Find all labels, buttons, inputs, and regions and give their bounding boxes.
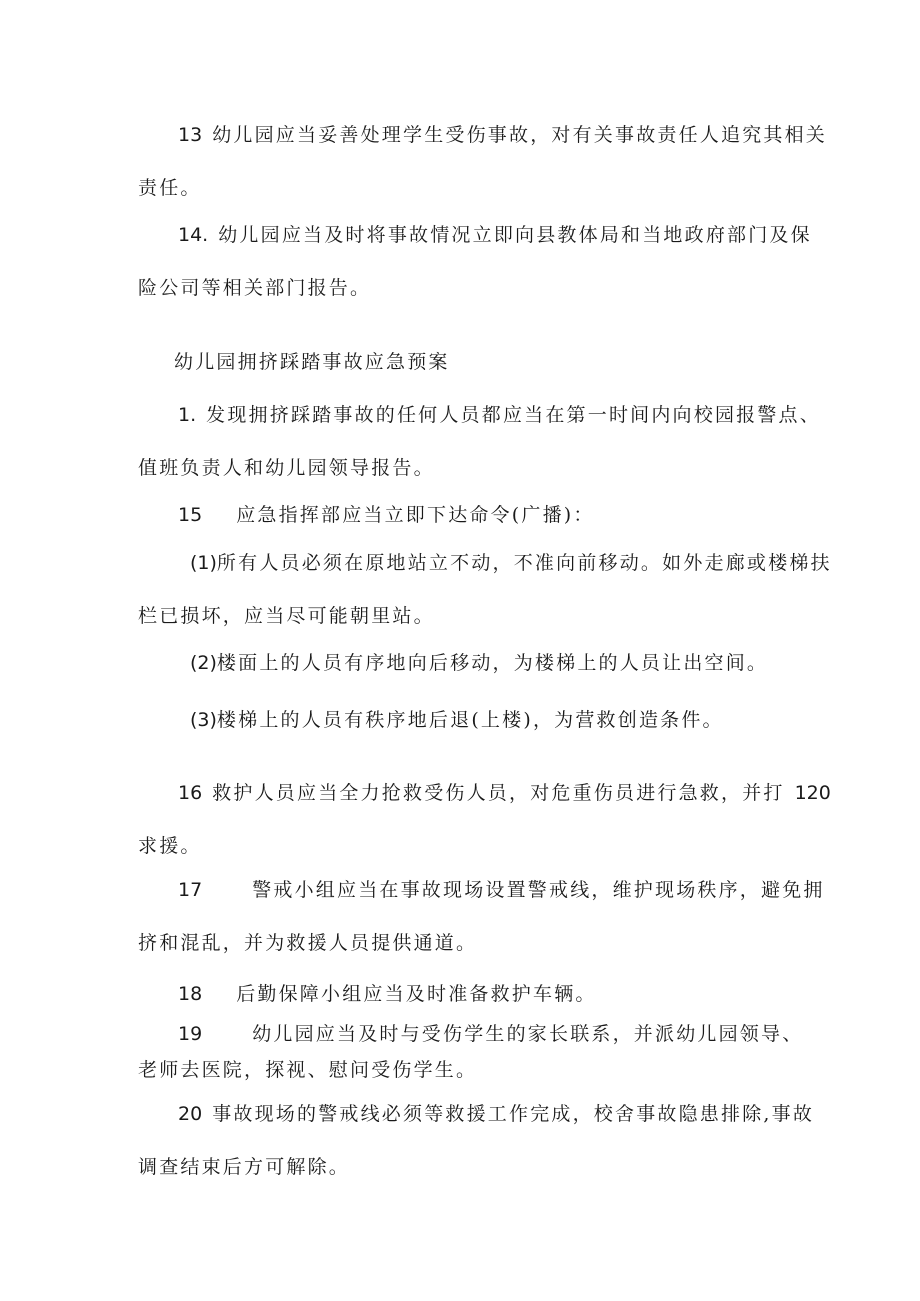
paragraph-15 bbox=[138, 489, 798, 542]
item-number: 17 bbox=[178, 879, 203, 901]
paragraph-line bbox=[138, 389, 821, 442]
sub-item-number: (1) bbox=[190, 552, 217, 574]
paragraph-line bbox=[138, 694, 798, 747]
paragraph-text: 后勤保障小组应当及时准备救护车辆。 bbox=[236, 983, 597, 1005]
paragraph-line bbox=[138, 917, 798, 970]
item-number: 15 bbox=[178, 504, 203, 526]
paragraph-20 bbox=[138, 1088, 815, 1194]
paragraph-text: 挤和混乱，并为救援人员提供通道。 bbox=[138, 932, 478, 954]
paragraph-text: 幼儿园应当及时将事故情况立即向县教体局和当地政府部门及保 bbox=[218, 224, 812, 246]
paragraph-line bbox=[138, 209, 812, 262]
paragraph-line bbox=[138, 109, 827, 162]
paragraph-line bbox=[138, 637, 798, 690]
paragraph-text: 值班负责人和幼儿园领导报告。 bbox=[138, 457, 435, 479]
paragraph-line bbox=[138, 767, 831, 820]
item-number: 19 bbox=[178, 1023, 203, 1045]
paragraph-text: 责任。 bbox=[138, 177, 202, 199]
paragraph-text: 事故现场的警戒线必须等救援工作完成，校舍事故隐患排除,事故 bbox=[212, 1103, 815, 1125]
paragraph-15-3 bbox=[138, 694, 798, 747]
paragraph-16 bbox=[138, 767, 831, 873]
paragraph-line bbox=[138, 864, 825, 917]
paragraph-text: 救护人员应当全力抢救受伤人员，对危重伤员进行急救，并打 bbox=[212, 782, 785, 804]
item-number: 18 bbox=[178, 983, 203, 1005]
item-number: 1. bbox=[178, 404, 197, 426]
paragraph-line bbox=[138, 1054, 798, 1086]
paragraph-text: 调查结束后方可解除。 bbox=[138, 1156, 351, 1178]
paragraph-text: 求援。 bbox=[138, 835, 202, 857]
paragraph-text: 险公司等相关部门报告。 bbox=[138, 277, 372, 299]
paragraph-1 bbox=[138, 389, 821, 495]
paragraph-17 bbox=[138, 864, 825, 970]
paragraph-line bbox=[138, 590, 798, 643]
paragraph-line bbox=[138, 1141, 798, 1194]
phone-number: 120 bbox=[794, 782, 831, 804]
paragraph-line bbox=[138, 262, 798, 315]
paragraph-line bbox=[138, 1088, 815, 1141]
paragraph-text: 应急指挥部应当立即下达命令(广播)： bbox=[236, 504, 595, 526]
paragraph-19 bbox=[138, 1014, 804, 1086]
paragraph-text: 警戒小组应当在事故现场设置警戒线，维护现场秩序，避免拥 bbox=[252, 879, 825, 901]
item-number: 20 bbox=[178, 1103, 203, 1125]
heading-text: 幼儿园拥挤踩踏事故应急预案 bbox=[174, 351, 450, 373]
item-number: 14. bbox=[178, 224, 209, 246]
item-number: 16 bbox=[178, 782, 203, 804]
item-number: 13 bbox=[178, 124, 203, 146]
paragraph-15-1 bbox=[138, 537, 832, 643]
paragraph-15-2 bbox=[138, 637, 798, 690]
sub-item-number: (3) bbox=[190, 709, 217, 731]
paragraph-text: 发现拥挤踩踏事故的任何人员都应当在第一时间内向校园报警点、 bbox=[206, 404, 821, 426]
paragraph-text: 幼儿园应当及时与受伤学生的家长联系，并派幼儿园领导、 bbox=[252, 1023, 804, 1045]
sub-item-number: (2) bbox=[190, 652, 217, 674]
paragraph-text: 栏已损坏，应当尽可能朝里站。 bbox=[138, 605, 435, 627]
paragraph-14 bbox=[138, 209, 812, 315]
paragraph-line bbox=[138, 162, 798, 215]
paragraph-text: 楼梯上的人员有秩序地后退(上楼)，为营救创造条件。 bbox=[216, 709, 724, 731]
paragraph-text: 楼面上的人员有序地向后移动，为楼梯上的人员让出空间。 bbox=[216, 652, 769, 674]
paragraph-line bbox=[138, 442, 798, 495]
paragraph-line bbox=[138, 489, 798, 542]
section-heading bbox=[138, 336, 798, 389]
paragraph-text: 所有人员必须在原地站立不动，不准向前移动。如外走廊或楼梯扶 bbox=[216, 552, 832, 574]
paragraph-text: 幼儿园应当妥善处理学生受伤事故，对有关事故责任人追究其相关 bbox=[212, 124, 827, 146]
paragraph-line bbox=[138, 537, 832, 590]
paragraph-13 bbox=[138, 109, 827, 215]
paragraph-line bbox=[138, 1014, 804, 1054]
paragraph-text: 老师去医院，探视、慰问受伤学生。 bbox=[138, 1059, 478, 1081]
